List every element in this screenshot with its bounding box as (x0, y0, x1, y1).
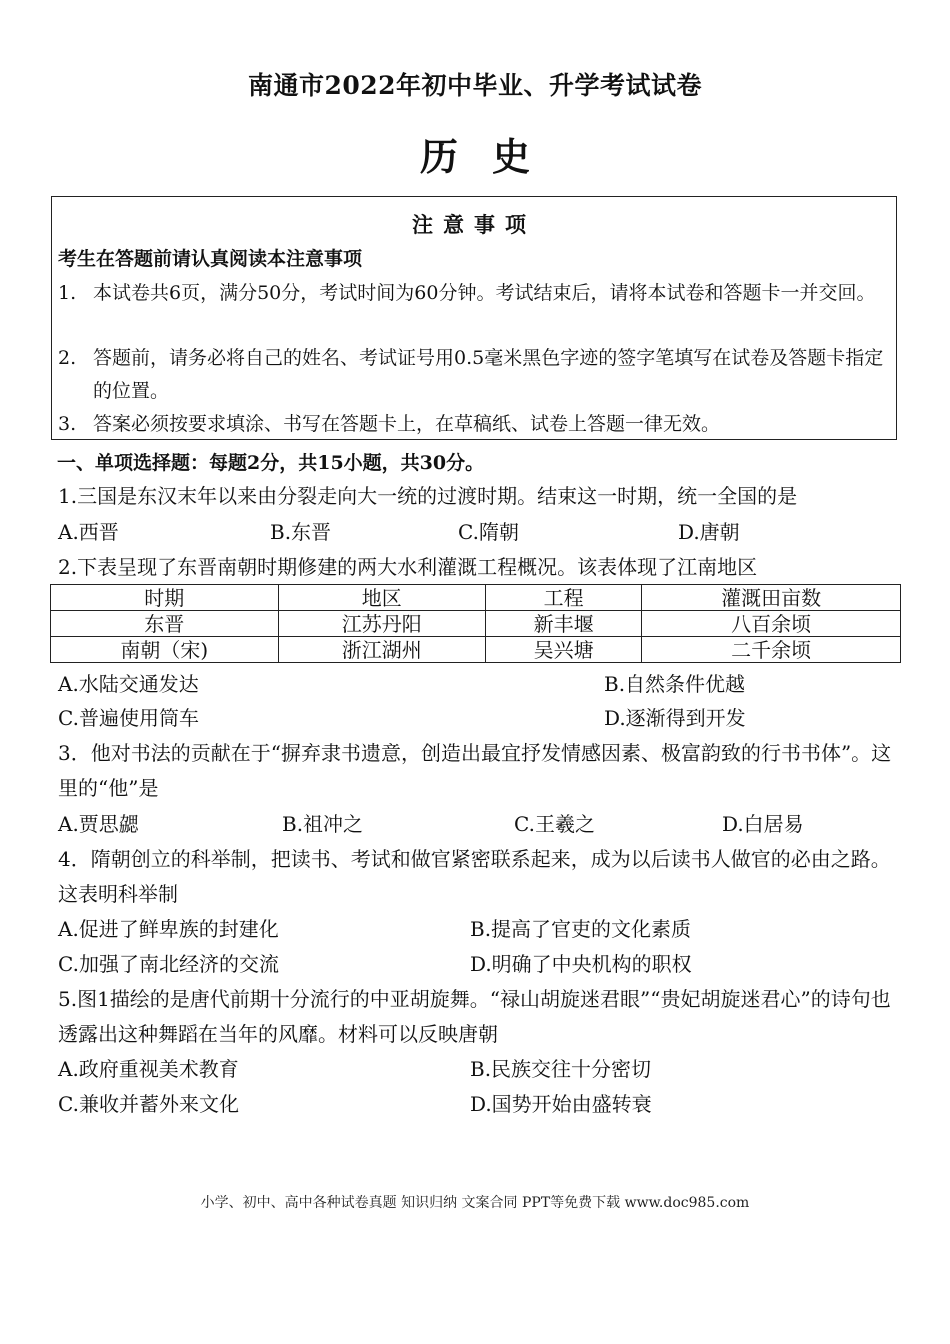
exam-title: 南通市2022年初中毕业、升学考试试卷 (247, 71, 703, 100)
notice-item (58, 408, 890, 441)
notice-item-number: 1. (58, 282, 77, 304)
subject-title: 历史 (419, 134, 564, 179)
notice-item-number: 2. (58, 347, 77, 369)
question-stem: 4．隋朝创立的科举制，把读书、考试和做官紧密联系起来，成为以后读书人做官的必由之路。这表明科举制 (58, 847, 891, 906)
footer-text: 小学、初中、高中各种试卷真题 知识归纳 文案合同 PPT等免费下载 www.doc985.com (200, 1195, 750, 1211)
option-b: B.民族交往十分密切 (470, 1057, 652, 1081)
table-header-row (51, 585, 901, 611)
option-a: A.西晋 (58, 520, 119, 544)
option-d: D.明确了中央机构的职权 (470, 952, 692, 976)
notice-item-text: 答题前，请务必将自己的姓名、考试证号用0.5毫米黑色字迹的签字笔填写在试卷及答题卡指定的位置。 (93, 347, 884, 402)
option-b: B.自然条件优越 (604, 672, 746, 696)
option-d: D.白居易 (722, 812, 804, 836)
option-d: D.国势开始由盛转衰 (470, 1092, 652, 1116)
option-a: A.贾思勰 (58, 812, 139, 836)
irrigation-table (50, 584, 901, 663)
table-cell: 东晋 (51, 611, 279, 637)
table-header-cell: 灌溉田亩数 (642, 585, 901, 611)
table-row (51, 611, 901, 637)
table-row (51, 637, 901, 663)
option-b: B.提高了官吏的文化素质 (470, 917, 692, 941)
notice-item (58, 277, 890, 310)
notice-intro: 考生在答题前请认真阅读本注意事项 (58, 248, 363, 270)
question-stem: 1.三国是东汉末年以来由分裂走向大一统的过渡时期。结束这一时期，统一全国的是 (58, 484, 798, 508)
table-header-cell: 工程 (485, 585, 641, 611)
option-d: D.逐渐得到开发 (604, 706, 746, 730)
option-c: C.兼收并蓄外来文化 (58, 1092, 239, 1116)
table-header-cell: 地区 (278, 585, 485, 611)
notice-item-text: 答案必须按要求填涂、书写在答题卡上，在草稿纸、试卷上答题一律无效。 (93, 413, 721, 435)
notice-item-number: 3. (58, 413, 77, 435)
section-heading: 一、单项选择题：每题2分，共15小题，共30分。 (57, 452, 485, 474)
notice-item (58, 342, 890, 408)
question-stem: 3．他对书法的贡献在于“摒弃隶书遗意，创造出最宜抒发情感因素、极富韵致的行书书体”。这里的“他”是 (58, 741, 892, 800)
question-stem: 2.下表呈现了东晋南朝时期修建的两大水利灌溉工程概况。该表体现了江南地区 (58, 555, 758, 579)
option-b: B.东晋 (270, 520, 332, 544)
option-c: C.普遍使用筒车 (58, 706, 199, 730)
option-a: A.政府重视美术教育 (58, 1057, 239, 1081)
option-c: C.加强了南北经济的交流 (58, 952, 279, 976)
table-cell: 吴兴塘 (485, 637, 641, 663)
question-stem: 5.图1描绘的是唐代前期十分流行的中亚胡旋舞。“禄山胡旋迷君眼”“贵妃胡旋迷君心”的诗句也透露出这种舞蹈在当年的风靡。材料可以反映唐朝 (58, 987, 891, 1046)
option-b: B.祖冲之 (282, 812, 364, 836)
table-header-cell: 时期 (51, 585, 279, 611)
option-c: C.王羲之 (514, 812, 595, 836)
table-cell: 二千余顷 (642, 637, 901, 663)
table-cell: 浙江湖州 (278, 637, 485, 663)
notice-title: 注意事项 (412, 212, 536, 237)
option-d: D.唐朝 (678, 520, 740, 544)
table-cell: 南朝（宋) (51, 637, 279, 663)
notice-box (51, 196, 897, 440)
table-cell: 新丰堰 (485, 611, 641, 637)
option-a: A.水陆交通发达 (58, 672, 199, 696)
notice-item-text: 本试卷共6页，满分50分，考试时间为60分钟。考试结束后，请将本试卷和答题卡一并交回。 (93, 282, 876, 304)
table-cell: 江苏丹阳 (278, 611, 485, 637)
option-a: A.促进了鲜卑族的封建化 (58, 917, 279, 941)
option-c: C.隋朝 (458, 520, 519, 544)
table-cell: 八百余顷 (642, 611, 901, 637)
